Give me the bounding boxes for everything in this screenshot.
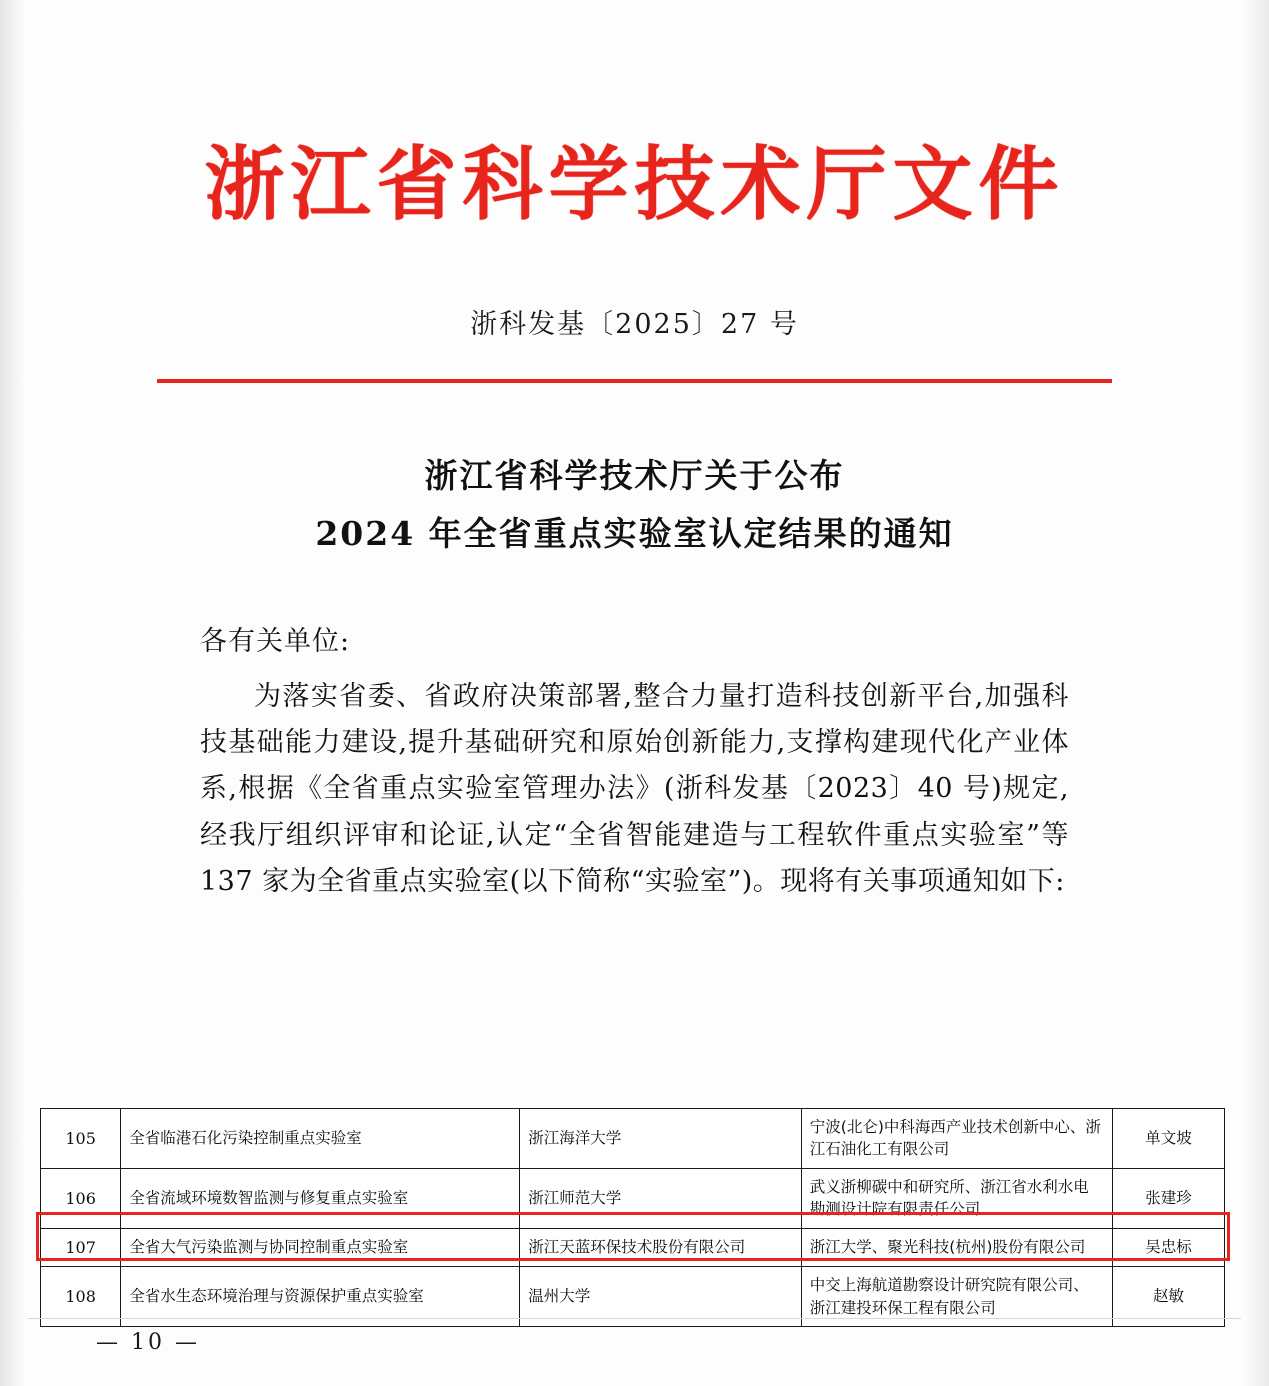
red-divider-rule [157,379,1112,383]
row-lab-name: 全省临港石化污染控制重点实验室 [121,1109,520,1169]
row-host-unit: 浙江天蓝环保技术股份有限公司 [520,1228,802,1266]
row-leader: 吴忠标 [1113,1228,1225,1266]
row-partner-unit: 宁波(北仑)中科海西产业技术创新中心、浙江石油化工有限公司 [801,1109,1112,1169]
row-number: 106 [41,1168,121,1228]
title-line-1: 浙江省科学技术厅关于公布 [424,456,845,495]
row-host-unit: 温州大学 [520,1267,802,1327]
footer-divider [28,1318,1241,1319]
lab-table [40,1108,1225,1327]
row-partner-unit: 中交上海航道勘察设计研究院有限公司、浙江建投环保工程有限公司 [801,1267,1112,1327]
page-footer [0,1330,1269,1355]
row-number: 105 [41,1109,121,1169]
table-row-highlighted [41,1228,1225,1266]
body-paragraph: 为落实省委、省政府决策部署,整合力量打造科技创新平台,加强科技基础能力建设,提升基础研究和原始创新能力,支撑构建现代化产业体系,根据《全省重点实验室管理办法》(浙科发基〔2023〕40 号)规定,经我厅组织评审和论证,认定“全省智能建造与工程软件重点实验室”等 137 家为全省重点实验室(以下简称“实验室”)。现将有关事项通知如下: [200,680,1069,898]
title-line-2: 2024 年全省重点实验室认定结果的通知 [315,513,954,553]
row-leader: 张建珍 [1113,1168,1225,1228]
row-lab-name: 全省水生态环境治理与资源保护重点实验室 [121,1267,520,1327]
document-masthead: 浙江省科学技术厅文件 [204,137,1065,231]
page-title [0,447,1269,563]
table-row [41,1109,1225,1169]
row-host-unit: 浙江海洋大学 [520,1109,802,1169]
row-lab-name: 全省流域环境数智监测与修复重点实验室 [121,1168,520,1228]
row-leader: 单文坡 [1113,1109,1225,1169]
row-partner-unit: 武义浙柳碳中和研究所、浙江省水利水电勘测设计院有限责任公司 [801,1168,1112,1228]
row-host-unit: 浙江师范大学 [520,1168,802,1228]
page-number: — 10 — [96,1330,200,1355]
salutation: 各有关单位: [200,625,351,657]
lab-table-container [40,1108,1225,1327]
row-partner-unit: 浙江大学、聚光科技(杭州)股份有限公司 [801,1228,1112,1266]
document-number: 浙科发基〔2025〕27 号 [470,309,799,340]
row-leader: 赵敏 [1113,1267,1225,1327]
row-lab-name: 全省大气污染监测与协同控制重点实验室 [121,1228,520,1266]
table-row [41,1168,1225,1228]
row-number: 108 [41,1267,121,1327]
lab-table-body [41,1109,1225,1327]
row-number: 107 [41,1228,121,1266]
